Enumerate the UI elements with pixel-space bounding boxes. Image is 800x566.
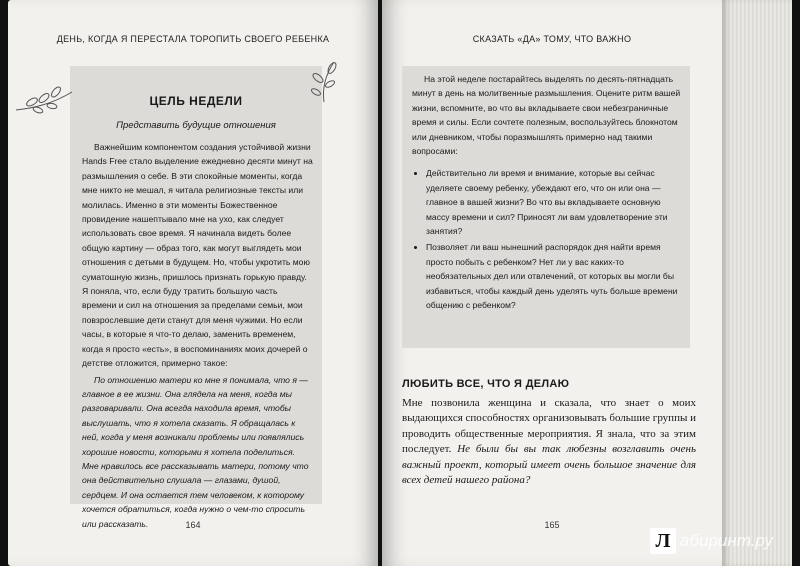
section-italic: Не были бы вы так любезны возглавить очень важный проект, который имеет очень большое значение для всех детей нашего района? — [402, 443, 697, 487]
right-running-head: СКАЗАТЬ «ДА» ТОМУ, ЧТО ВАЖНО — [472, 34, 632, 44]
right-page — [382, 0, 722, 566]
section-text: Мне позвонила женщина и сказала, что знает о моих выдающихся способностях организовывать большие группы и проводить общественные мероприятия. Я знала, что за этим последует. — [402, 397, 696, 456]
right-page-number: 165 — [544, 520, 560, 530]
page-edges — [722, 0, 792, 566]
goal-subheading: Представить будущие отношения — [116, 120, 276, 131]
left-page-number: 164 — [185, 520, 201, 530]
goal-quote: По отношению матери ко мне я понимала, что я — главное в ее жизни. Она глядела на меня, когда мы разговаривали. Она всегда находила время, чтобы выслушать, что я хотела сказать. Я обращалась к ней, когда у меня возникали проблемы или появлялись хорошие новости, которыми я хотела поделиться. Мне нравилось все рассказывать матери, потому что она действительно слушала — глазами, душой, сердцем. И она остается тем человеком, к которому хочется обратиться, когда нужно о чем-то спросить или рассказать. — [82, 374, 309, 529]
watermark — [650, 528, 773, 554]
left-running-head: ДЕНЬ, КОГДА Я ПЕРЕСТАЛА ТОРОПИТЬ СВОЕГО РЕБЕНКА — [56, 34, 330, 44]
goal-body — [82, 140, 314, 531]
reflection-body — [412, 72, 682, 315]
reflection-list — [412, 166, 682, 312]
watermark-text: абиринт.ру — [680, 531, 773, 550]
reflection-intro: На этой неделе постарайтесь выделять по десять-пятнадцать минут в день на молитвенные размышления. Оцените ритм вашей жизни, вспомните, во что вы вкладываете свои небезграничные время и силы. Если сочтете полезным, воспользуйтесь блокнотом или дневником, чтобы поразмышлять примерно над такими вопросами: — [412, 74, 681, 157]
labirint-logo-icon: Л — [650, 528, 676, 554]
goal-paragraph: Важнейшим компонентом создания устойчивой жизни Hands Free стало выделение ежедневно десяти минут на размышления о себе. В эти спокойные моменты, когда мне никто не мешал, я читала религиозные тексты или молилась. Именно в эти моменты Божественное провидение нашептывало мне на ухо, как следует использовать свое время. Я начинала видеть более общую картину — образ того, как могут выглядеть мои отношения с детьми в будущем. Но, чтобы укротить мою суматошную жизнь, пришлось признать горькую правду. Я поняла, что, если буду тратить большую часть времени и сил на отношения за пределами семьи, мои повзрослевшие дети станут для меня чужими. Но если часы, в которые я что-то делаю, заменить временем, когда я просто «есть», в воспоминаниях моих дочерей о детстве отложится, примерно такое: — [82, 142, 313, 369]
list-item: • Позволяет ли ваш нынешний распорядок дня найти время просто побыть с ребенком? Нет ли у вас каких-то необязательных дел или отвлечений, от которых вы могли бы избавиться, чтобы каждый день уделять чуть больше времени общению с ребенком? — [426, 240, 682, 312]
section-heading: ЛЮБИТЬ ВСЕ, ЧТО Я ДЕЛАЮ — [402, 378, 570, 390]
section-body — [402, 396, 696, 488]
goal-heading: ЦЕЛЬ НЕДЕЛИ — [149, 94, 243, 108]
leaf-sprig-icon — [304, 58, 344, 104]
list-item: • Действительно ли время и внимание, которые вы сейчас уделяете своему ребенку, убеждают его, что он или она — главное в вашей жизни? Во что вы вкладываете основную массу времени и сил? Приносят ли вам удовлетворение эти занятия? — [426, 166, 682, 238]
leaf-branch-icon — [14, 78, 74, 118]
